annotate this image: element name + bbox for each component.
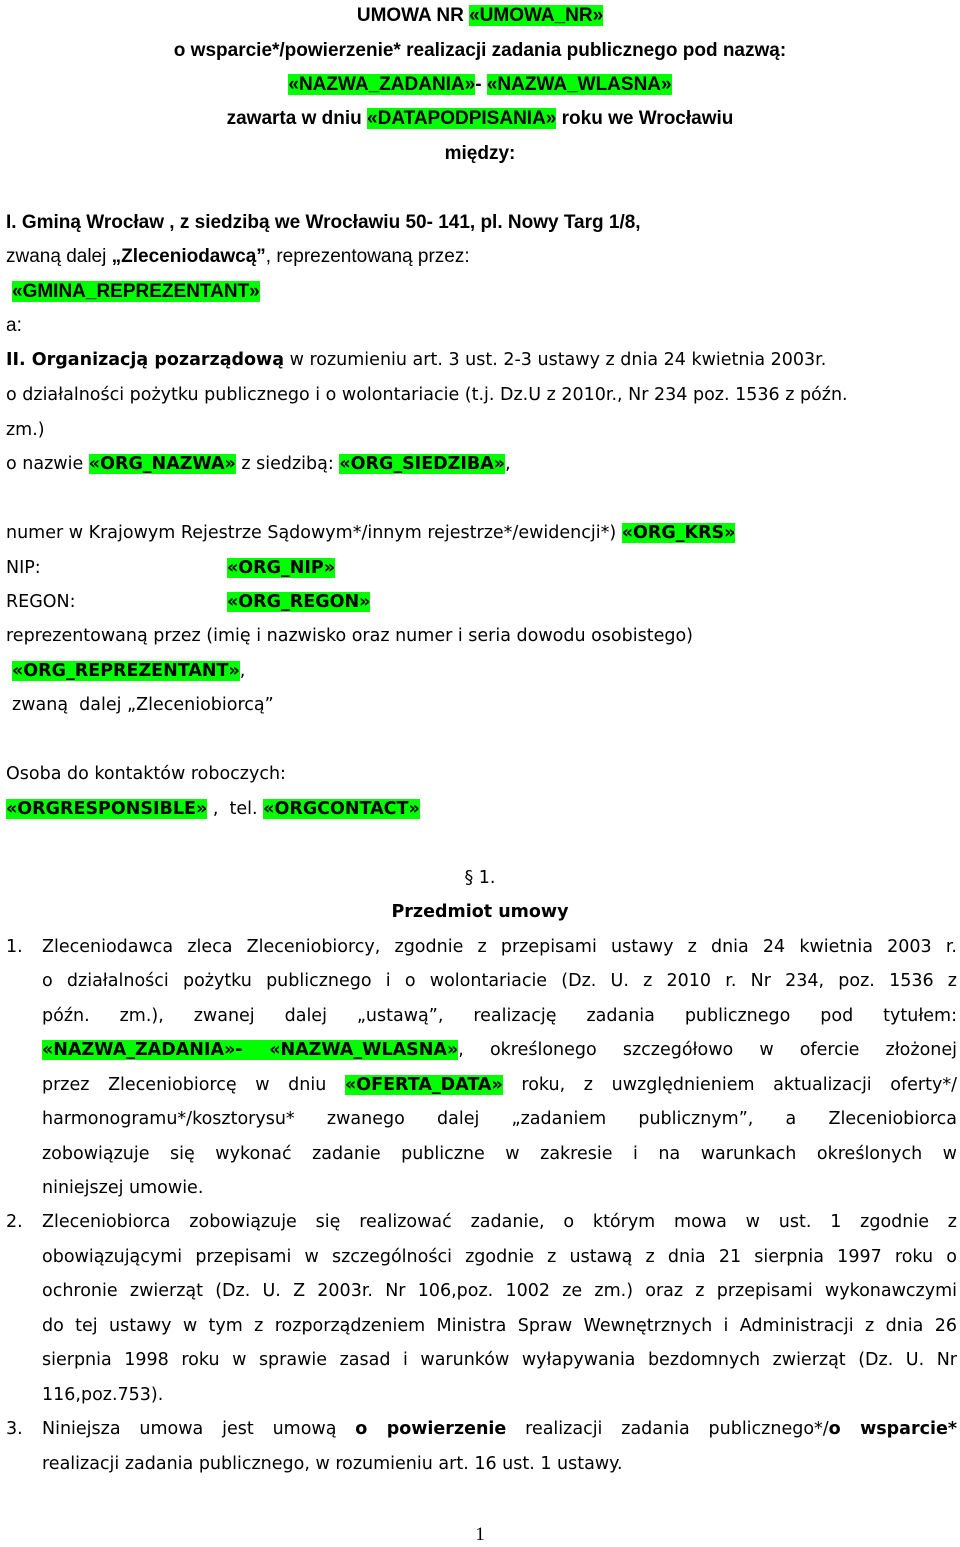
field-org-nip: «ORG_NIP» [227, 558, 336, 578]
org-rep-comma: , [239, 661, 246, 681]
item3-line2: realizacji zadania publicznego, w rozumieniu art. 16 ust. 1 ustawy. [42, 1454, 623, 1474]
field-gmina-reprezentant: «GMINA_REPREZENTANT» [12, 281, 260, 302]
item3-wsparcie: o wsparcie* [828, 1419, 958, 1439]
party2-called: zwaną dalej „Zleceniobiorcą” [12, 695, 274, 715]
item1-line3: późn. zm.), zwanej dalej „ustawą”, realizację zadania publicznego pod tytułem: [42, 1006, 957, 1026]
item3-powierzenie: o powierzenie [355, 1419, 507, 1439]
item1-line2: o działalności pożytku publicznego i o wolontariacie (Dz. U. z 2010 r. Nr 234, poz. 1536 z [42, 971, 957, 991]
krs-label: numer w Krajowym Rejestrze Sądowym*/innym rejestrze*/ewidencji*) [6, 523, 622, 543]
field-org-reprezentant: «ORG_REPREZENTANT» [12, 661, 240, 681]
field-org-contact: «ORGCONTACT» [263, 799, 420, 819]
item1-line5-rest: roku, z uwzględnieniem aktualizacji oferty*/ [502, 1075, 957, 1095]
item-number: 3. [6, 1419, 23, 1439]
field-org-siedziba: «ORG_SIEDZIBA» [339, 454, 506, 474]
contract-subtitle: o wsparcie*/powierzenie* realizacji zadania publicznego pod nazwą: [173, 40, 787, 61]
signing-date-line [0, 107, 960, 131]
party1-represented-text: , reprezentowaną przez: [265, 246, 470, 267]
date-prefix: zawarta w dniu [226, 108, 368, 129]
nip-value [227, 556, 335, 580]
item2-line2: obowiązującymi przepisami w szczególności zgodnie z ustawą z dnia 21 sierpnia 1997 roku o [42, 1247, 957, 1267]
field-nazwa-zadania-wlasna: «NAZWA_ZADANIA»- «NAZWA_WLASNA» [42, 1040, 459, 1060]
item1-line4 [42, 1038, 957, 1062]
party1-line1: I. Gminą Wrocław , z siedzibą we Wrocławiu 50- 141, pl. Nowy Targ 1/8, [6, 212, 641, 233]
regon-value [227, 590, 370, 614]
item3-line1 [42, 1417, 957, 1441]
item3-text-a: Niniejsza umowa jest umową [42, 1419, 356, 1439]
org-name-label: o nazwie [6, 454, 89, 474]
party1-called-text: zwaną dalej [6, 246, 112, 267]
section-title: Przedmiot umowy [391, 902, 569, 922]
org-seat-label: z siedzibą: [235, 454, 340, 474]
item1-line4-rest: , określonego szczegółowo w ofercie złożonej [458, 1040, 957, 1060]
field-umowa-nr: «UMOWA_NR» [469, 5, 604, 26]
task-name-line [0, 73, 960, 97]
item2-line5: sierpnia 1998 roku w sprawie zasad i warunków wyłapywania bezdomnych zwierząt (Dz. U. Nr [42, 1350, 957, 1370]
item2-line6: 116,poz.753). [42, 1385, 164, 1405]
contact-label: Osoba do kontaktów roboczych: [6, 764, 286, 784]
field-oferta-data: «OFERTA_DATA» [344, 1075, 503, 1095]
krs-line [6, 521, 735, 545]
item2-line3: ochronie zwierząt (Dz. U. Z 2003r. Nr 106,poz. 1002 ze zm.) oraz z przepisami wykonawczymi [42, 1281, 957, 1301]
party2-legal-basis: w rozumieniu art. 3 ust. 2-3 ustawy z dnia 24 kwietnia 2003r. [284, 350, 827, 370]
party2-line1 [6, 348, 826, 372]
party1-line2 [6, 245, 470, 269]
field-data-podpisania: «DATAPODPISANIA» [367, 108, 557, 129]
item1-line1: Zleceniodawca zleca Zleceniobiorcy, zgodnie z przepisami ustawy z dnia 24 kwietnia 2003 r. [42, 937, 957, 957]
field-nazwa-zadania: «NAZWA_ZADANIA» [288, 74, 476, 95]
and-label: a: [6, 315, 22, 336]
item3-text-c: realizacji zadania publicznego*/ [506, 1419, 829, 1439]
item2-line4: do tej ustawy w tym z rozporządzeniem Ministra Spraw Wewnętrznych i Administracji z dnia 26 [42, 1316, 957, 1336]
section-number: § 1. [464, 868, 496, 888]
party1-representative [12, 280, 260, 304]
nip-label: NIP: [6, 558, 41, 578]
party1-role-name: „Zleceniodawcą” [111, 246, 266, 267]
field-org-responsible: «ORGRESPONSIBLE» [6, 799, 208, 819]
item1-line5 [42, 1073, 957, 1097]
task-separator: - [475, 74, 487, 95]
title-prefix: UMOWA NR [356, 5, 470, 26]
contract-title [0, 4, 960, 28]
date-suffix: roku we Wrocławiu [556, 108, 734, 129]
field-org-regon: «ORG_REGON» [227, 592, 371, 612]
item1-line5-start: przez Zleceniobiorcę w dniu [42, 1075, 345, 1095]
field-org-nazwa: «ORG_NAZWA» [88, 454, 236, 474]
item1-line8: niniejszej umowie. [42, 1178, 204, 1198]
field-nazwa-wlasna: «NAZWA_WLASNA» [486, 74, 672, 95]
org-seat-comma: , [505, 454, 511, 474]
page-number: 1 [475, 1524, 485, 1545]
item2-line1: Zleceniobiorca zobowiązuje się realizować zadanie, o którym mowa w ust. 1 zgodnie z [42, 1212, 957, 1232]
tel-label: , tel. [207, 799, 264, 819]
field-org-krs: «ORG_KRS» [621, 523, 736, 543]
party2-line3: zm.) [6, 420, 45, 440]
party2-org-type: II. Organizacją pozarządową [6, 350, 285, 370]
item1-line6: harmonogramu*/kosztorysu* zwanego dalej „zadaniem publicznym”, a Zleceniobiorca [42, 1109, 957, 1129]
regon-label: REGON: [6, 592, 76, 612]
contact-line [6, 797, 420, 821]
party2-line2: o działalności pożytku publicznego i o wolontariacie (t.j. Dz.U z 2010r., Nr 234 poz. 1536 z późn. [6, 385, 848, 405]
org-name-line [6, 452, 511, 476]
org-rep-label: reprezentowaną przez (imię i nazwisko oraz numer i seria dowodu osobistego) [6, 626, 693, 646]
org-rep-line [12, 659, 245, 683]
item-number: 2. [6, 1212, 23, 1232]
item-number: 1. [6, 937, 23, 957]
item1-line7: zobowiązuje się wykonać zadanie publiczne w zakresie i na warunkach określonych w [42, 1144, 957, 1164]
between-label: między: [444, 143, 516, 164]
